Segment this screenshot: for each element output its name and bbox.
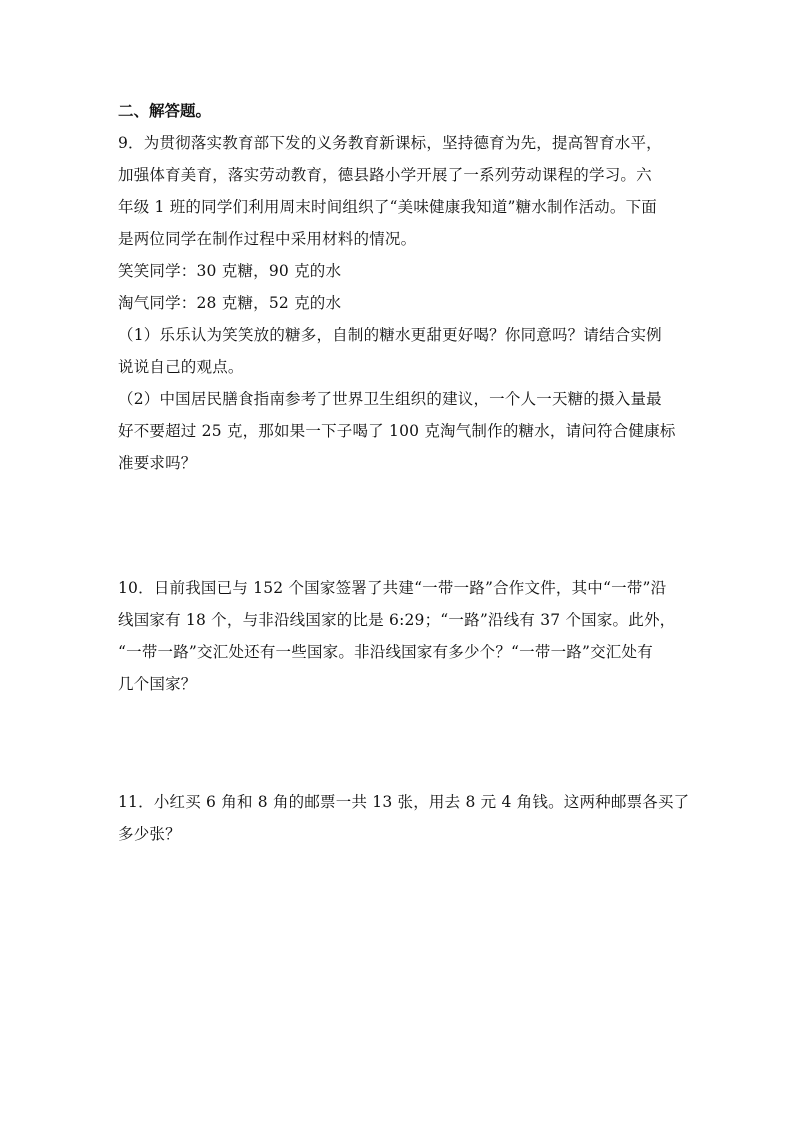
question-9 [118, 127, 680, 479]
document-content [118, 95, 690, 850]
question-9-subquestion-2-line-3: 准要求吗？ [118, 454, 197, 472]
question-11-line-1: 11．小红买 6 角和 8 角的邮票一共 13 张，用去 8 元 4 角钱。这两种邮票各买了 [118, 793, 690, 811]
question-10-line-3: “一带一路”交汇处还有一些国家。非沿线国家有多少个？“一带一路”交汇处有 [118, 643, 653, 661]
question-10 [118, 572, 680, 700]
question-10-line-1: 10．日前我国已与 152 个国家签署了共建“一带一路”合作文件，其中“一带”沿 [118, 579, 667, 597]
question-9-line-4: 是两位同学在制作过程中采用材料的情况。 [118, 230, 417, 248]
question-9-line-2: 加强体育美育，落实劳动教育，德县路小学开展了一系列劳动课程的学习。六 [118, 166, 652, 184]
question-9-material-taoqi: 淘气同学：28 克糖，52 克的水 [118, 294, 342, 312]
question-9-subquestion-2-line-2: 好不要超过 25 克，那如果一下子喝了 100 克淘气制作的糖水，请问符合健康标 [118, 422, 676, 440]
question-9-subquestion-1-line-2: 说说自己的观点。 [118, 358, 244, 376]
question-10-line-2: 线国家有 18 个，与非沿线国家的比是 6:29；“一路”沿线有 37 个国家。此外， [118, 611, 676, 629]
question-11 [118, 786, 690, 850]
question-9-material-xiaoxiao: 笑笑同学：30 克糖，90 克的水 [118, 262, 342, 280]
question-9-line-3: 年级 1 班的同学们利用周末时间组织了“美味健康我知道”糖水制作活动。下面 [118, 198, 657, 216]
question-10-line-4: 几个国家？ [118, 675, 197, 693]
section-title: 二、解答题。 [118, 101, 212, 120]
question-9-line-1: 9．为贯彻落实教育部下发的义务教育新课标，坚持德育为先，提高智育水平， [118, 134, 662, 152]
question-11-line-2: 多少张？ [118, 825, 181, 843]
question-9-subquestion-2-line-1: （2）中国居民膳食指南参考了世界卫生组织的建议，一个人一天糖的摄入量最 [118, 390, 662, 408]
question-9-subquestion-1-line-1: （1）乐乐认为笑笑放的糖多，自制的糖水更甜更好喝？你同意吗？请结合实例 [118, 326, 662, 344]
